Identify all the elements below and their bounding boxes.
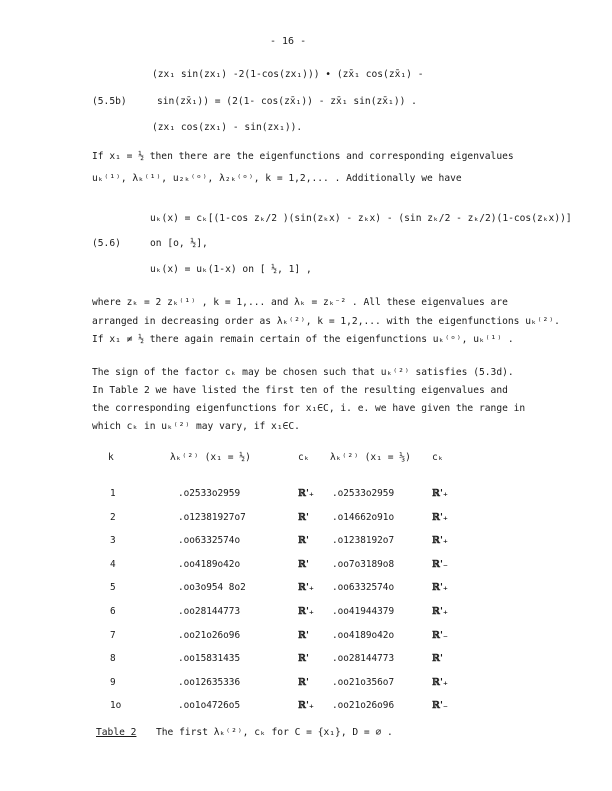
row-k: 8	[110, 653, 116, 665]
row-c2: ℝ'₊	[432, 606, 448, 617]
row-lambda-third: .oo41944379	[332, 606, 395, 617]
row-lambda-third: .o14662o91o	[332, 511, 395, 523]
row-k: 3	[110, 535, 116, 547]
row-lambda-half: .o12381927o7	[178, 511, 246, 523]
row-lambda-half: .oo15831435	[178, 653, 241, 665]
table-caption-text: The first λₖ⁽²⁾, cₖ for C = {x₁}, D = ∅ .	[156, 727, 393, 738]
para1-line-2: uₖ⁽¹⁾, λₖ⁽¹⁾, u₂ₖ⁽ᵒ⁾, λ₂ₖ⁽ᵒ⁾, k = 1,2,... . Additionally we have	[92, 173, 462, 184]
eq-5-5b-line-3: (zx₁ cos(zx₁) - sin(zx₁)).	[152, 122, 303, 133]
row-lambda-third: .oo21o356o7	[332, 676, 395, 688]
row-lambda-half: .oo4189o42o	[178, 558, 241, 570]
eq-5-6-line-2: on [o, ½],	[150, 238, 208, 249]
table-header-lambda-half: λₖ⁽²⁾ (x₁ = ½)	[170, 452, 251, 463]
row-lambda-half: .oo1o4726o5	[178, 700, 241, 712]
row-k: 1o	[110, 700, 122, 712]
row-c2: ℝ'₊	[432, 488, 448, 499]
row-c1: ℝ'₊	[298, 606, 314, 617]
row-c1: ℝ'	[298, 511, 309, 523]
row-k: 7	[110, 629, 116, 641]
row-c1: ℝ'₊	[298, 700, 314, 712]
table-header-c2: cₖ	[432, 452, 444, 463]
para1-line-1: If x₁ = ½ then there are the eigenfunctions and corresponding eigenvalues	[92, 151, 514, 162]
row-c2: ℝ'₊	[432, 511, 448, 523]
row-lambda-half: .oo3o954 8o2	[178, 582, 246, 594]
row-lambda-half: .oo12635336	[178, 676, 241, 688]
row-c2: ℝ'₊	[432, 582, 448, 594]
row-c1: ℝ'₊	[298, 582, 314, 594]
eq-5-5b-label: (5.5b)	[92, 96, 127, 107]
row-c1: ℝ'	[298, 653, 309, 665]
para2-line-3: If x₁ ≠ ½ there again remain certain of the eigenfunctions uₖ⁽ᵒ⁾, uₖ⁽¹⁾ .	[92, 334, 514, 345]
row-k: 5	[110, 582, 116, 594]
para2-line-1: where zₖ = 2 zₖ⁽¹⁾ , k = 1,... and λₖ = zₖ⁻² . All these eigenvalues are	[92, 297, 508, 308]
row-lambda-third: .o1238192o7	[332, 535, 395, 547]
row-lambda-third: .oo7o3189o8	[332, 558, 395, 570]
row-c2: ℝ'	[432, 653, 443, 665]
table-header-lambda-third: λₖ⁽²⁾ (x₁ = ⅓)	[330, 452, 411, 463]
row-c1: ℝ'	[298, 535, 309, 547]
row-k: 6	[110, 606, 116, 617]
row-c2: ℝ'₋	[432, 558, 448, 570]
row-lambda-half: .oo21o26o96	[178, 629, 241, 641]
row-c2: ℝ'₊	[432, 535, 448, 547]
row-c2: ℝ'₋	[432, 700, 448, 712]
row-k: 4	[110, 558, 116, 570]
row-lambda-third: .oo21o26o96	[332, 700, 395, 712]
row-k: 2	[110, 511, 116, 523]
row-c1: ℝ'	[298, 629, 309, 641]
row-c1: ℝ'₊	[298, 488, 314, 499]
row-c1: ℝ'	[298, 558, 309, 570]
table-header-k: k	[108, 452, 114, 463]
table-caption-label: Table 2	[96, 727, 137, 738]
eq-5-5b-line-2: sin(zx̄₁)) = (2(1- cos(zx̄₁)) - zx̄₁ sin(zx̄₁)) .	[157, 96, 417, 107]
row-c2: ℝ'₋	[432, 629, 448, 641]
table-header-c1: cₖ	[298, 452, 310, 463]
para3-line-3: the corresponding eigenfunctions for x₁∈C, i. e. we have given the range in	[92, 403, 526, 414]
eq-5-5b-line-1: (zx₁ sin(zx₁) -2(1-cos(zx₁))) • (zx̄₁ cos(zx̄₁) -	[152, 69, 424, 80]
row-lambda-half: .o2533o2959	[178, 488, 241, 499]
eq-5-6-label: (5.6)	[92, 238, 121, 249]
eq-5-6-line-1: uₖ(x) = cₖ[(1-cos zₖ/2 )(sin(zₖx) - zₖx) - (sin zₖ/2 - zₖ/2)(1-cos(zₖx))]	[150, 213, 572, 224]
para3-line-2: In Table 2 we have listed the first ten of the resulting eigenvalues and	[92, 385, 508, 396]
row-k: 1	[110, 488, 116, 499]
row-k: 9	[110, 676, 116, 688]
para2-line-2: arranged in decreasing order as λₖ⁽²⁾, k = 1,2,... with the eigenfunctions uₖ⁽²⁾.	[92, 316, 560, 327]
row-lambda-third: .oo28144773	[332, 653, 395, 665]
para3-line-1: The sign of the factor cₖ may be chosen such that uₖ⁽²⁾ satisfies (5.3d).	[92, 367, 514, 378]
eq-5-6-line-3: uₖ(x) = uₖ(1-x) on [ ½, 1] ,	[150, 264, 312, 275]
row-c2: ℝ'₊	[432, 676, 448, 688]
row-lambda-third: .o2533o2959	[332, 488, 395, 499]
row-lambda-third: .oo6332574o	[332, 582, 395, 594]
row-c1: ℝ'	[298, 676, 309, 688]
row-lambda-half: .oo6332574o	[178, 535, 241, 547]
row-lambda-half: .oo28144773	[178, 606, 241, 617]
page-number: - 16 -	[270, 36, 307, 47]
row-lambda-third: .oo4189o42o	[332, 629, 395, 641]
para3-line-4: which cₖ in uₖ⁽²⁾ may vary, if x₁∈C.	[92, 421, 300, 432]
